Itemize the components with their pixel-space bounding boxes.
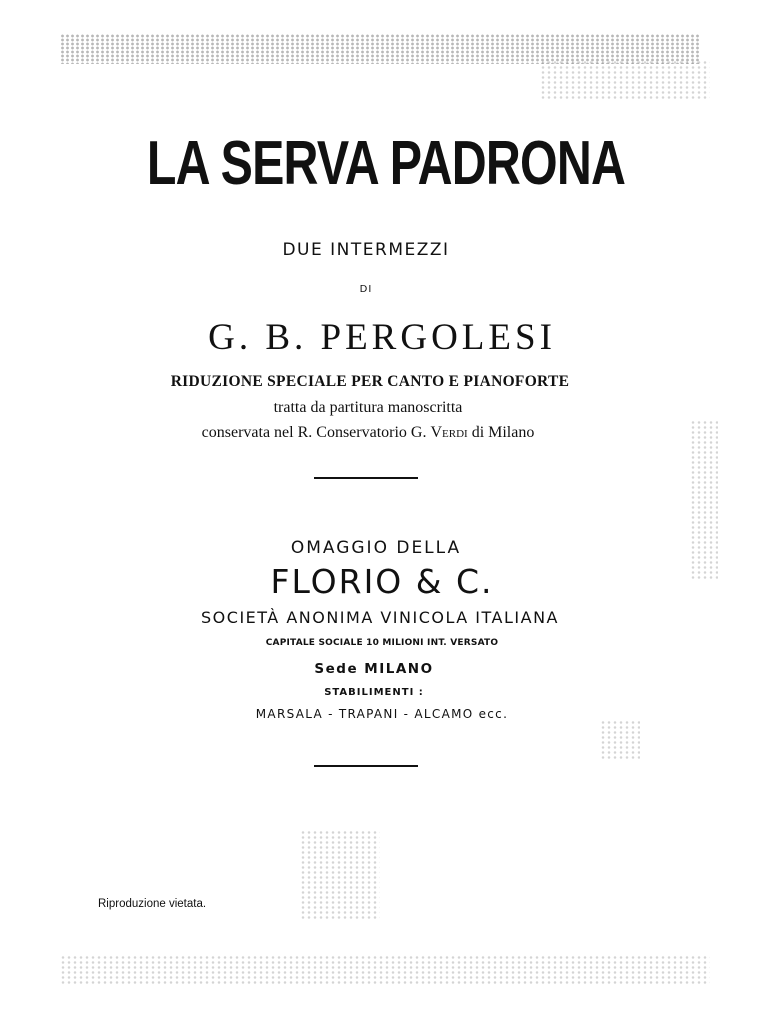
scan-noise-top [60, 34, 700, 64]
reproduction-notice: Riproduzione vietata. [98, 898, 207, 910]
company-name: FLORIO & C. [270, 562, 494, 601]
company-description: SOCIETÀ ANONIMA VINICOLA ITALIANA [201, 608, 559, 627]
divider-rule-top [314, 477, 418, 479]
conservatory-text-before: conservata nel R. Conservatorio G. [201, 424, 431, 441]
source-line: tratta da partitura manoscritta [273, 399, 463, 416]
plants-cities: MARSALA - TRAPANI - ALCAMO ecc. [255, 707, 509, 721]
by-label: DI [359, 284, 373, 295]
composer-name: G. B. PERGOLESI [208, 317, 556, 358]
scan-noise-bottom [60, 955, 710, 985]
divider-rule-bottom [314, 765, 418, 767]
scan-noise-top-right [540, 60, 710, 100]
company-seat: Sede MILANO [314, 661, 434, 677]
share-capital: CAPITALE SOCIALE 10 MILIONI INT. VERSATO [265, 638, 499, 648]
reduction-line: RIDUZIONE SPECIALE PER CANTO E PIANOFORTE [170, 373, 570, 390]
homage-label: OMAGGIO DELLA [290, 538, 462, 558]
plants-label: STABILIMENTI : [324, 687, 424, 698]
scan-noise-center-lower [300, 830, 380, 920]
conservatory-name: Verdi [430, 424, 468, 441]
conservatory-text-after: di Milano [467, 424, 535, 441]
conservatory-line [0, 424, 752, 442]
subtitle: DUE INTERMEZZI [282, 240, 450, 260]
scan-noise-right-lower [600, 720, 640, 760]
opera-title: LA SERVA PADRONA [146, 129, 626, 198]
